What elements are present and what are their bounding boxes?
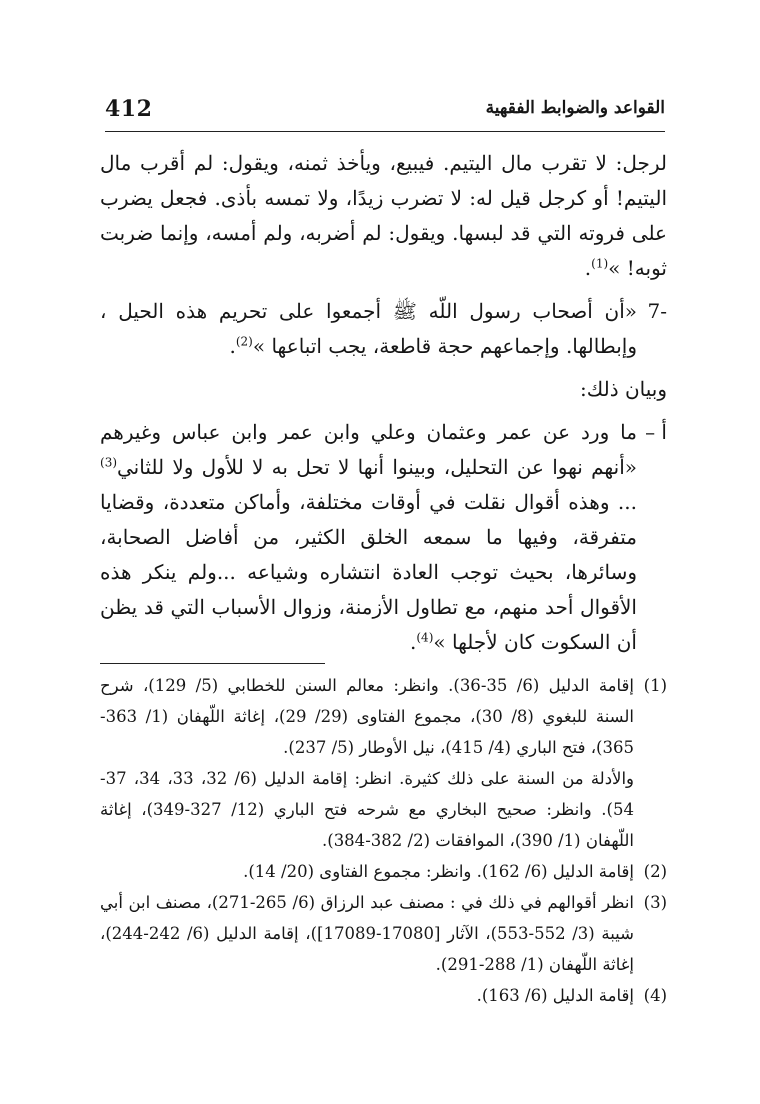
item-text-content: «أن أصحاب رسول اللّه ﷺ أجمعوا على تحريم هذه الحيل ، وإبطالها. وإجماعهم حجة قاطعة، يجب اتباعها »: [100, 299, 637, 358]
footnote-ref: (1): [591, 256, 609, 271]
footnote-4: [100, 980, 667, 1011]
footnote-number: (2): [643, 862, 667, 881]
item-text-part2: ... وهذه أقوال نقلت في أوقات مختلفة، وأماكن متعددة، وقضايا متفرقة، وفيها ما سمعه الخلق الكثير، من أفاضل الصحابة، وسائرها، بحيث توجب العادة انتشاره وشياعه ...ولم ينكر هذه الأقوال أحد منهم، مع تطاول الأزمنة، وزوال الأسباب التي قد يظن أن السكوت كان لأجلها »: [100, 490, 637, 654]
section-intro: وبيان ذلك:: [580, 377, 667, 401]
item-text: [100, 294, 637, 364]
footnote-number: (4): [643, 986, 667, 1005]
footnote-1: [100, 670, 667, 763]
footnote-number: (3): [643, 893, 667, 912]
footnote-2: [100, 856, 667, 887]
spacer: [100, 407, 667, 415]
paragraph-period: .: [584, 256, 592, 280]
item-text: [100, 415, 637, 660]
footnote-text: إقامة الدليل (6/ 35-36). وانظر: معالم السنن للخطابي (5/ 129)، شرح السنة للبغوي (8/ 30)، مجموع الفتاوى (29/ 29)، إغاثة اللّهفان (1/ 363-365)، فتح الباري (4/ 415)، نيل الأوطار (5/ 237).: [100, 676, 635, 757]
footnote-number: (1): [643, 676, 667, 695]
page-number: 412: [105, 96, 153, 122]
page-header: [105, 96, 665, 130]
footnote-text: انظر أقوالهم في ذلك في : مصنف عبد الرزاق (6/ 265-271)، مصنف ابن أبي شيبة (3/ 552-553)، الآثار [17080-17089])، إقامة الدليل (6/ 242-244)، إغاثة اللّهفان (1/ 288-291).: [100, 893, 634, 974]
footnote-divider: [100, 663, 325, 664]
item-period: .: [229, 334, 236, 358]
footnote-text: إقامة الدليل (6/ 162). وانظر: مجموع الفتاوى (20/ 14).: [243, 862, 634, 881]
footnote-ref: (3): [100, 455, 118, 470]
spacer: [100, 364, 667, 372]
item-letter: أ –: [645, 420, 667, 444]
paragraph-text: لرجل: لا تقرب مال اليتيم. فيبيع، ويأخذ ثمنه، ويقول: لم أقرب مال اليتيم! أو كرجل قيل له: لا تضرب زيدًا، ولا تمسه بأذى. فجعل يضرب على فروته التي قد لبسها. ويقول: لم أضربه، ولم أمسه، وإنما ضربت ثوبه! »: [100, 151, 667, 280]
main-text: [100, 146, 667, 660]
footnote-text: إقامة الدليل (6/ 163).: [476, 986, 634, 1005]
item-period: .: [410, 630, 417, 654]
item-text-part1: ما ورد عن عمر وعثمان وعلي وابن عمر وابن عباس وغيرهم «أنهم نهوا عن التحليل، وبينوا أنها لا تحل به لا للأول ولا للثاني: [100, 420, 637, 479]
list-item-a: [100, 415, 667, 660]
footnote-ref: (2): [235, 334, 253, 349]
running-title: القواعد والضوابط الفقهية: [485, 98, 665, 118]
footnote-3: [100, 887, 667, 980]
footnote-1-continuation: والأدلة من السنة على ذلك كثيرة. انظر: إقامة الدليل (6/ 32، 33، 34، 37-54). وانظر: صحيح البخاري مع شرحه فتح الباري (12/ 327-349)، إغاثة اللّهفان (1/ 390)، الموافقات (2/ 382-384).: [100, 769, 634, 850]
item-number: -7: [647, 299, 667, 323]
spacer: [100, 286, 667, 294]
footnote-ref: (4): [416, 630, 434, 645]
paragraph-continuation: [100, 146, 667, 286]
list-item-7: [100, 294, 667, 364]
footnotes: [100, 670, 667, 1011]
header-divider: [105, 131, 665, 132]
